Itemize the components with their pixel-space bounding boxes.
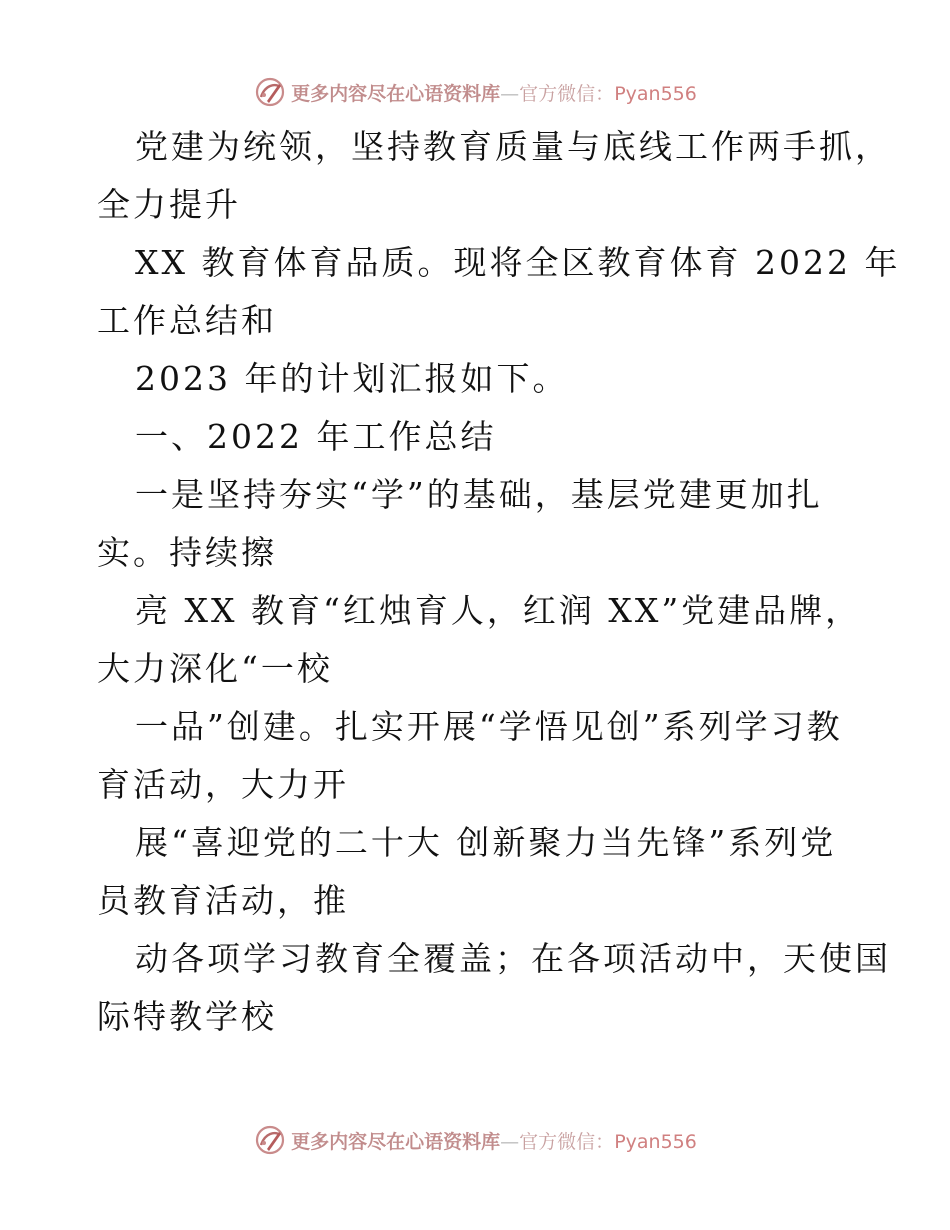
pen-swirl-logo-icon — [253, 75, 287, 109]
body-line: 员教育活动，推 — [97, 881, 349, 920]
body-line: 一是坚持夯实“学”的基础，基层党建更加扎 — [135, 475, 823, 514]
body-line: 际特教学校 — [97, 997, 277, 1036]
watermark-text: 更多内容尽在心语资料库—官方微信：Pyan556 — [291, 82, 697, 105]
body-line: 育活动，大力开 — [97, 765, 349, 804]
watermark-text: 更多内容尽在心语资料库—官方微信：Pyan556 — [291, 1130, 697, 1153]
header-watermark — [0, 72, 950, 112]
section-heading: 一、2022 年工作总结 — [135, 417, 497, 456]
pen-swirl-logo-icon — [253, 1123, 287, 1157]
body-line: 展“喜迎党的二十大 创新聚力当先锋”系列党 — [135, 823, 837, 862]
body-line: 2023 年的计划汇报如下。 — [135, 359, 569, 398]
body-line: 党建为统领，坚持教育质量与底线工作两手抓， — [135, 127, 891, 166]
body-line: 工作总结和 — [97, 301, 277, 340]
body-line: 亮 XX 教育“红烛育人，红润 XX”党建品牌， — [135, 591, 862, 630]
body-line: 实。持续擦 — [97, 533, 277, 572]
footer-watermark — [0, 1120, 950, 1160]
document-body — [97, 118, 901, 1046]
body-line: XX 教育体育品质。现将全区教育体育 2022 年 — [135, 243, 901, 282]
body-line: 动各项学习教育全覆盖；在各项活动中，天使国 — [135, 939, 891, 978]
body-line: 大力深化“一校 — [97, 649, 333, 688]
body-line: 一品”创建。扎实开展“学悟见创”系列学习教 — [135, 707, 843, 746]
body-line: 全力提升 — [97, 185, 241, 224]
